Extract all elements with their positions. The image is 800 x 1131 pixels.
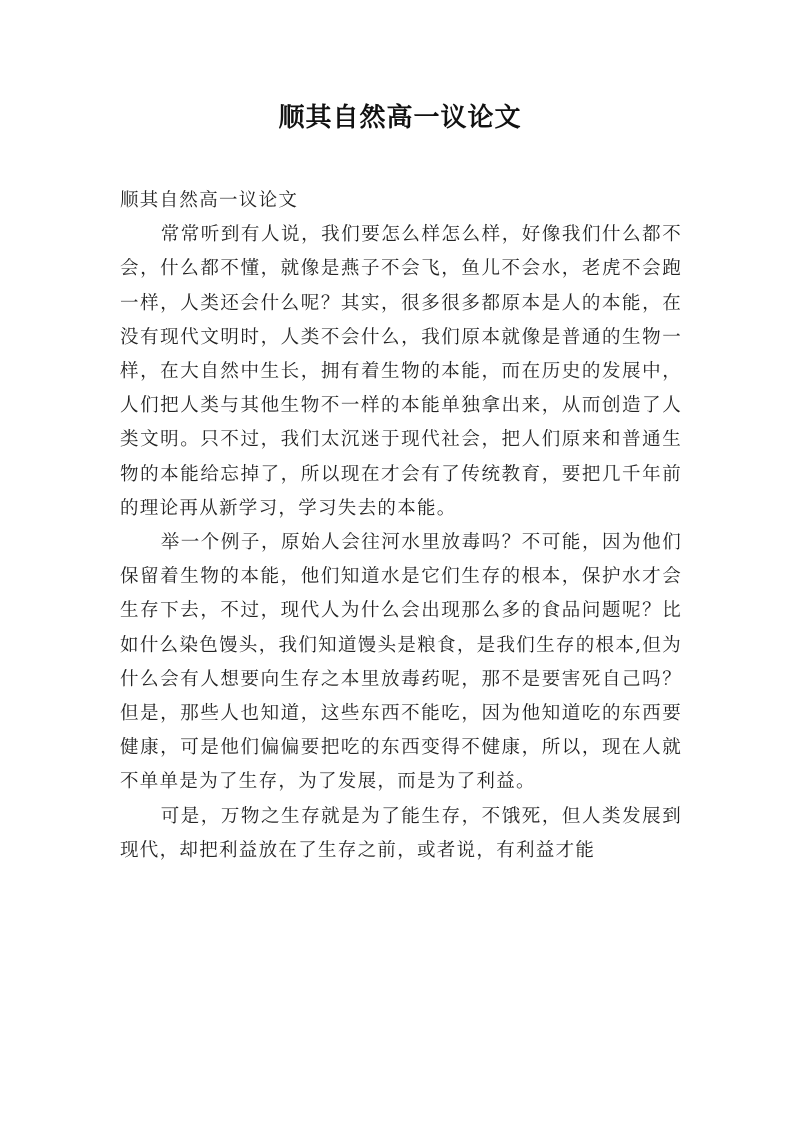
paragraph: 可是，万物之生存就是为了能生存，不饿死，但人类发展到现代，却把利益放在了生存之前，或者说，有利益才能 [120, 805, 682, 861]
paragraph: 举一个例子，原始人会往河水里放毒吗？不可能，因为他们保留着生物的本能，他们知道水是它们生存的根本，保护水才会生存下去，不过，现代人为什么会出现那么多的食品问题呢？比如什么染色馒头，我们知道馒头是粮食，是我们生存的根本,但为什么会有人想要向生存之本里放毒药呢，那不是要害死自己吗？但是，那些人也知道，这些东西不能吃，因为他知道吃的东西要健康，可是他们偏偏要把吃的东西变得不健康，所以，现在人就不单单是为了生存，为了发展，而是为了利益。 [120, 532, 682, 793]
document-body [120, 184, 682, 868]
paragraph: 常常听到有人说，我们要怎么样怎么样，好像我们什么都不会，什么都不懂，就像是燕子不会飞，鱼儿不会水，老虎不会跑一样，人类还会什么呢？其实，很多很多都原本是人的本能，在没有现代文明时，人类不会什么，我们原本就像是普通的生物一样，在大自然中生长，拥有着生物的本能，而在历史的发展中，人们把人类与其他生物不一样的本能单独拿出来，从而创造了人类文明。只不过，我们太沉迷于现代社会，把人们原来和普通生物的本能给忘掉了，所以现在才会有了传统教育，要把几千年前的理论再从新学习，学习失去的本能。 [120, 224, 682, 519]
document-subtitle: 顺其自然高一议论文 [120, 190, 299, 211]
document-title: 顺其自然高一议论文 [278, 103, 522, 133]
